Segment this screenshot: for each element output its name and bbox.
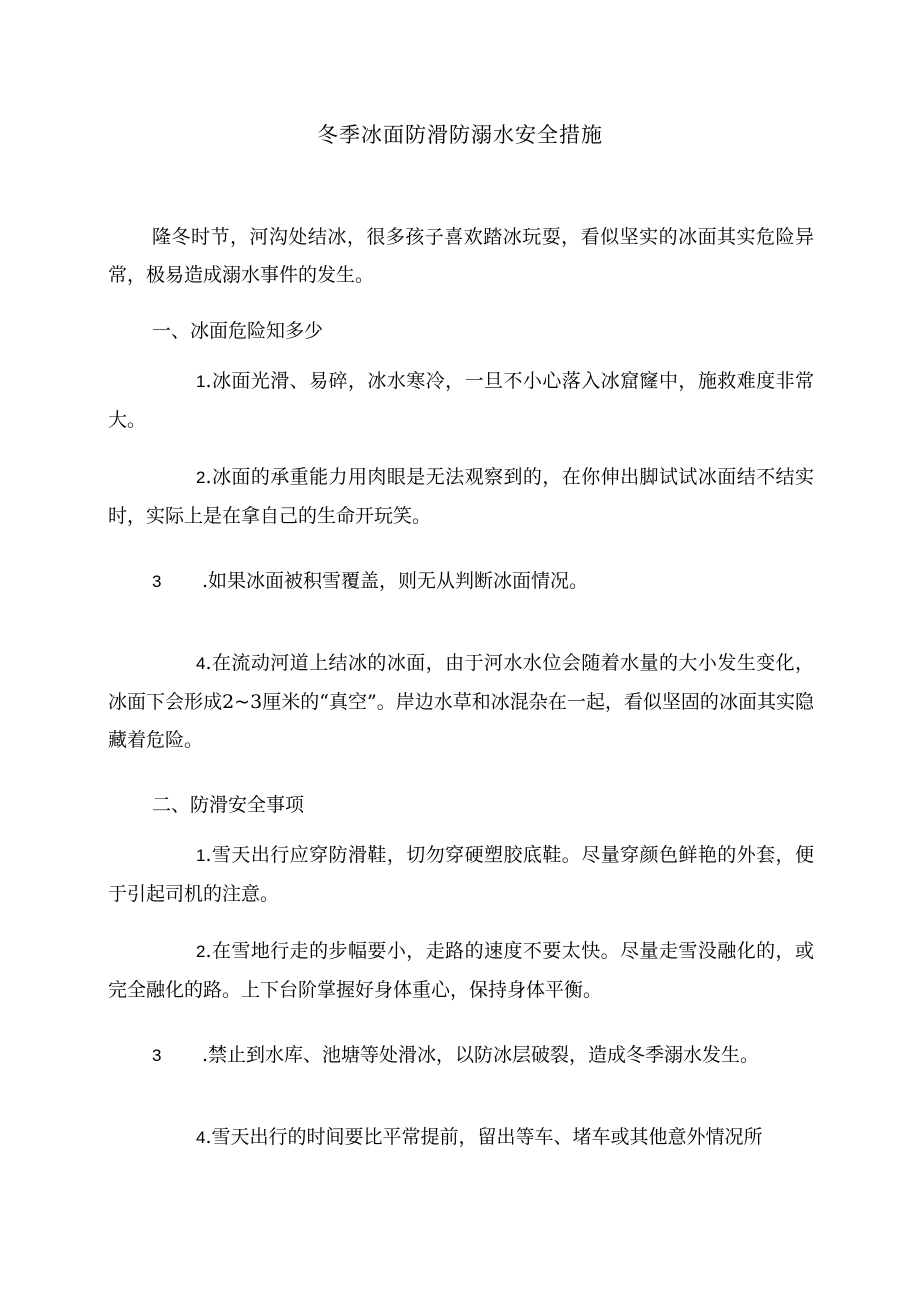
section2-item-1 (108, 836, 814, 913)
item-number: 4 (196, 654, 206, 673)
section1-heading: 一、冰面危险知多少 (152, 320, 324, 342)
item-number: 1 (196, 372, 206, 391)
intro-paragraph: 隆冬时节，河沟处结冰，很多孩子喜欢踏冰玩耍，看似坚实的冰面其实危险异常，极易造成溺水事件的发生。 (108, 226, 814, 286)
item-number: 4 (196, 1128, 206, 1147)
item-number: 1 (196, 846, 206, 865)
item-text: .冰面光滑、易碎，冰水寒冷，一旦不小心落入冰窟窿中，施救难度非常大。 (108, 370, 814, 431)
item-text: .在流动河道上结冰的冰面，由于河水水位会随着水量的大小发生变化，冰面下会形成2~3厘米的“真空”。岸边水草和冰混杂在一起，看似坚固的冰面其实隐藏着危险。 (108, 652, 814, 751)
section1-item-3 (108, 562, 858, 601)
section1-item-2 (108, 458, 814, 535)
item-text: .雪天出行的时间要比平常提前，留出等车、堵车或其他意外情况所 (205, 1126, 763, 1148)
section1-item-4 (108, 644, 814, 759)
item-number: 3 (152, 572, 162, 591)
section2-item-4 (108, 1118, 814, 1157)
section2-heading: 二、防滑安全事项 (152, 794, 305, 816)
item-text: .冰面的承重能力用肉眼是无法观察到的，在你伸出脚试试冰面结不结实时，实际上是在拿自己的生命开玩笑。 (108, 466, 814, 527)
item-text: .如果冰面被积雪覆盖，则无从判断冰面情况。 (202, 570, 589, 592)
item-number: 2 (196, 468, 206, 487)
document-title: 冬季冰面防滑防溺水安全措施 (317, 123, 603, 147)
section2-item-2 (108, 932, 814, 1009)
item-number: 3 (152, 1046, 162, 1065)
item-number: 2 (196, 942, 206, 961)
section2-item-3 (108, 1036, 858, 1075)
item-text: .在雪地行走的步幅要小，走路的速度不要太快。尽量走雪没融化的，或完全融化的路。上下台阶掌握好身体重心，保持身体平衡。 (108, 940, 814, 1001)
section1-item-1 (108, 362, 814, 439)
item-text: .雪天出行应穿防滑鞋，切勿穿硬塑胶底鞋。尽量穿颜色鲜艳的外套，便于引起司机的注意。 (108, 844, 814, 905)
item-text: .禁止到水库、池塘等处滑冰，以防冰层破裂，造成冬季溺水发生。 (202, 1044, 760, 1066)
